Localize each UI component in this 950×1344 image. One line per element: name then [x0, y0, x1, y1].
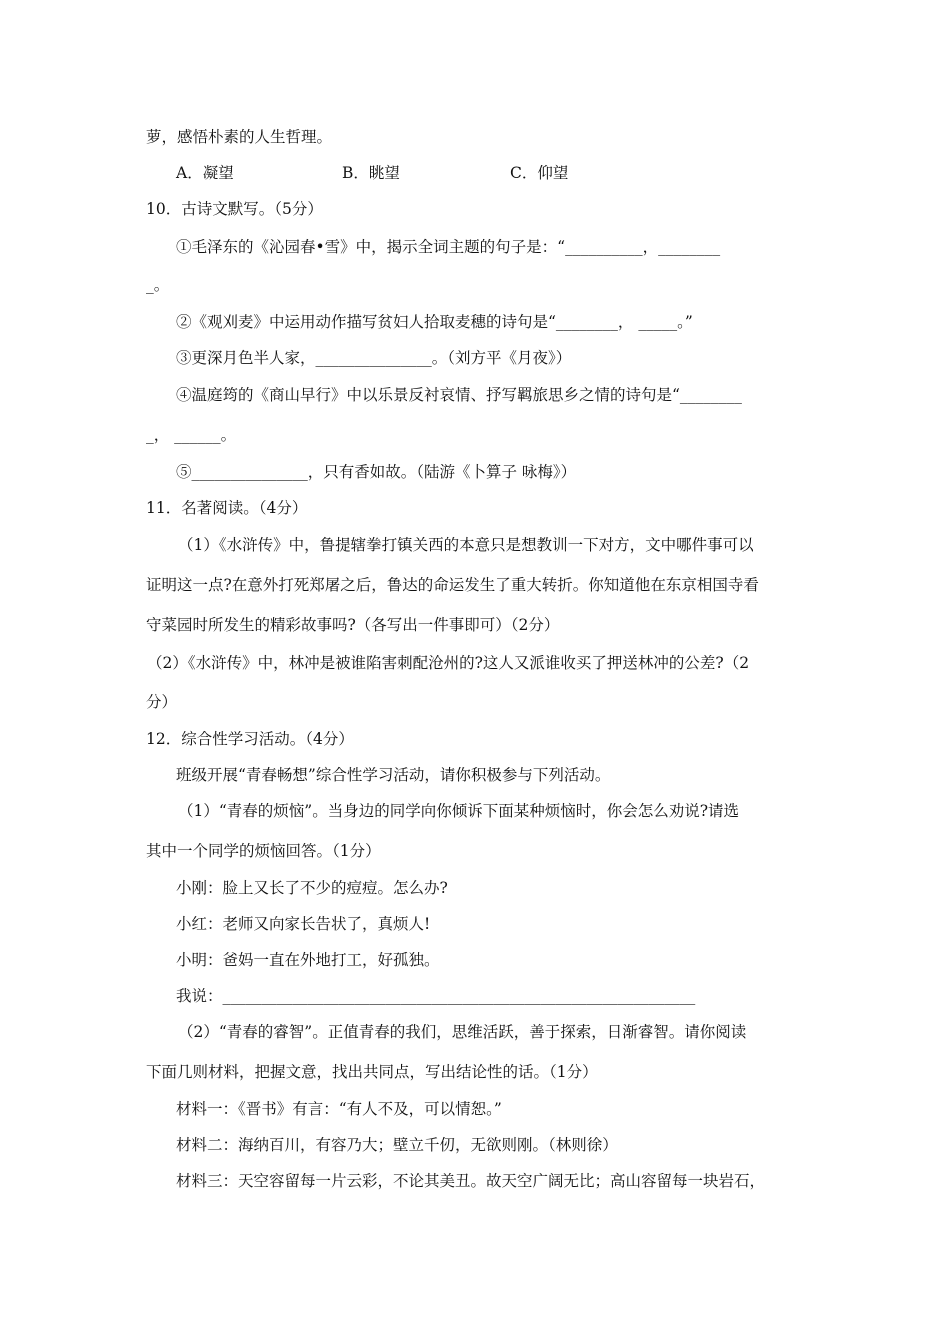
text-line: （2）《水浒传》中，林冲是被谁陷害刺配沧州的?这人又派谁收买了押送林冲的公差?（2	[147, 654, 750, 672]
text-line: 其中一个同学的烦恼回答。（1分）	[146, 842, 381, 860]
question-heading: 11．名著阅读。（4分）	[146, 499, 308, 517]
option-a: A．凝望	[176, 164, 234, 182]
text-line: 小明：爸妈一直在外地打工，好孤独。	[176, 951, 440, 969]
option-c: C．仰望	[510, 164, 569, 182]
option-b: B．眺望	[342, 164, 400, 182]
text-line: _， ______。	[146, 426, 237, 444]
text-line: 下面几则材料，把握文意，找出共同点，写出结论性的话。（1分）	[146, 1063, 598, 1081]
text-line: ①毛泽东的《沁园春•雪》中，揭示全词主题的句子是：“__________，________	[176, 238, 721, 256]
text-line: （1）“青春的烦恼”。当身边的同学向你倾诉下面某种烦恼时，你会怎么劝说?请选	[178, 802, 740, 820]
text-line: 守菜园时所发生的精彩故事吗?（各写出一件事即可）（2分）	[146, 616, 560, 634]
text-line: 材料三：天空容留每一片云彩，不论其美丑。故天空广阔无比；高山容留每一块岩石，	[176, 1172, 766, 1190]
text-line: 萝，感悟朴素的人生哲理。	[146, 128, 333, 146]
text-line: 分）	[146, 693, 178, 711]
question-heading: 12．综合性学习活动。（4分）	[146, 730, 354, 748]
text-line: 小红：老师又向家长告状了，真烦人!	[176, 915, 431, 933]
text-line: （2）“青春的睿智”。正值青春的我们，思维活跃，善于探索，日渐睿智。请你阅读	[178, 1023, 747, 1041]
text-line: ④温庭筠的《商山早行》中以乐景反衬哀情、抒写羁旅思乡之情的诗句是“________	[176, 386, 742, 404]
answer-options	[176, 163, 816, 183]
text-line: （1）《水浒传》中，鲁提辖拳打镇关西的本意只是想教训一下对方，文中哪件事可以	[178, 536, 754, 554]
text-line: 班级开展“青春畅想”综合性学习活动，请你积极参与下列活动。	[176, 766, 611, 784]
text-line: 证明这一点?在意外打死郑屠之后，鲁达的命运发生了重大转折。你知道他在东京相国寺看	[146, 576, 759, 594]
text-line: ③更深月色半人家，_______________。（刘方平《月夜》）	[176, 349, 572, 367]
text-line: ②《观刈麦》中运用动作描写贫妇人拾取麦穗的诗句是“________， _____。”	[176, 313, 693, 331]
text-line: 材料二：海纳百川，有容乃大；壁立千仞，无欲则刚。（林则徐）	[176, 1136, 618, 1154]
answer-line: 我说：_____________________________________________________________	[176, 987, 696, 1005]
text-line: 小刚：脸上又长了不少的痘痘。怎么办?	[176, 879, 448, 897]
text-line: ⑤_______________，只有香如故。（陆游《卜算子 咏梅》）	[176, 463, 577, 481]
text-line: 材料一：《晋书》有言：“有人不及，可以情恕。”	[176, 1100, 502, 1118]
text-line: _。	[146, 276, 170, 294]
question-heading: 10．古诗文默写。（5分）	[146, 200, 323, 218]
